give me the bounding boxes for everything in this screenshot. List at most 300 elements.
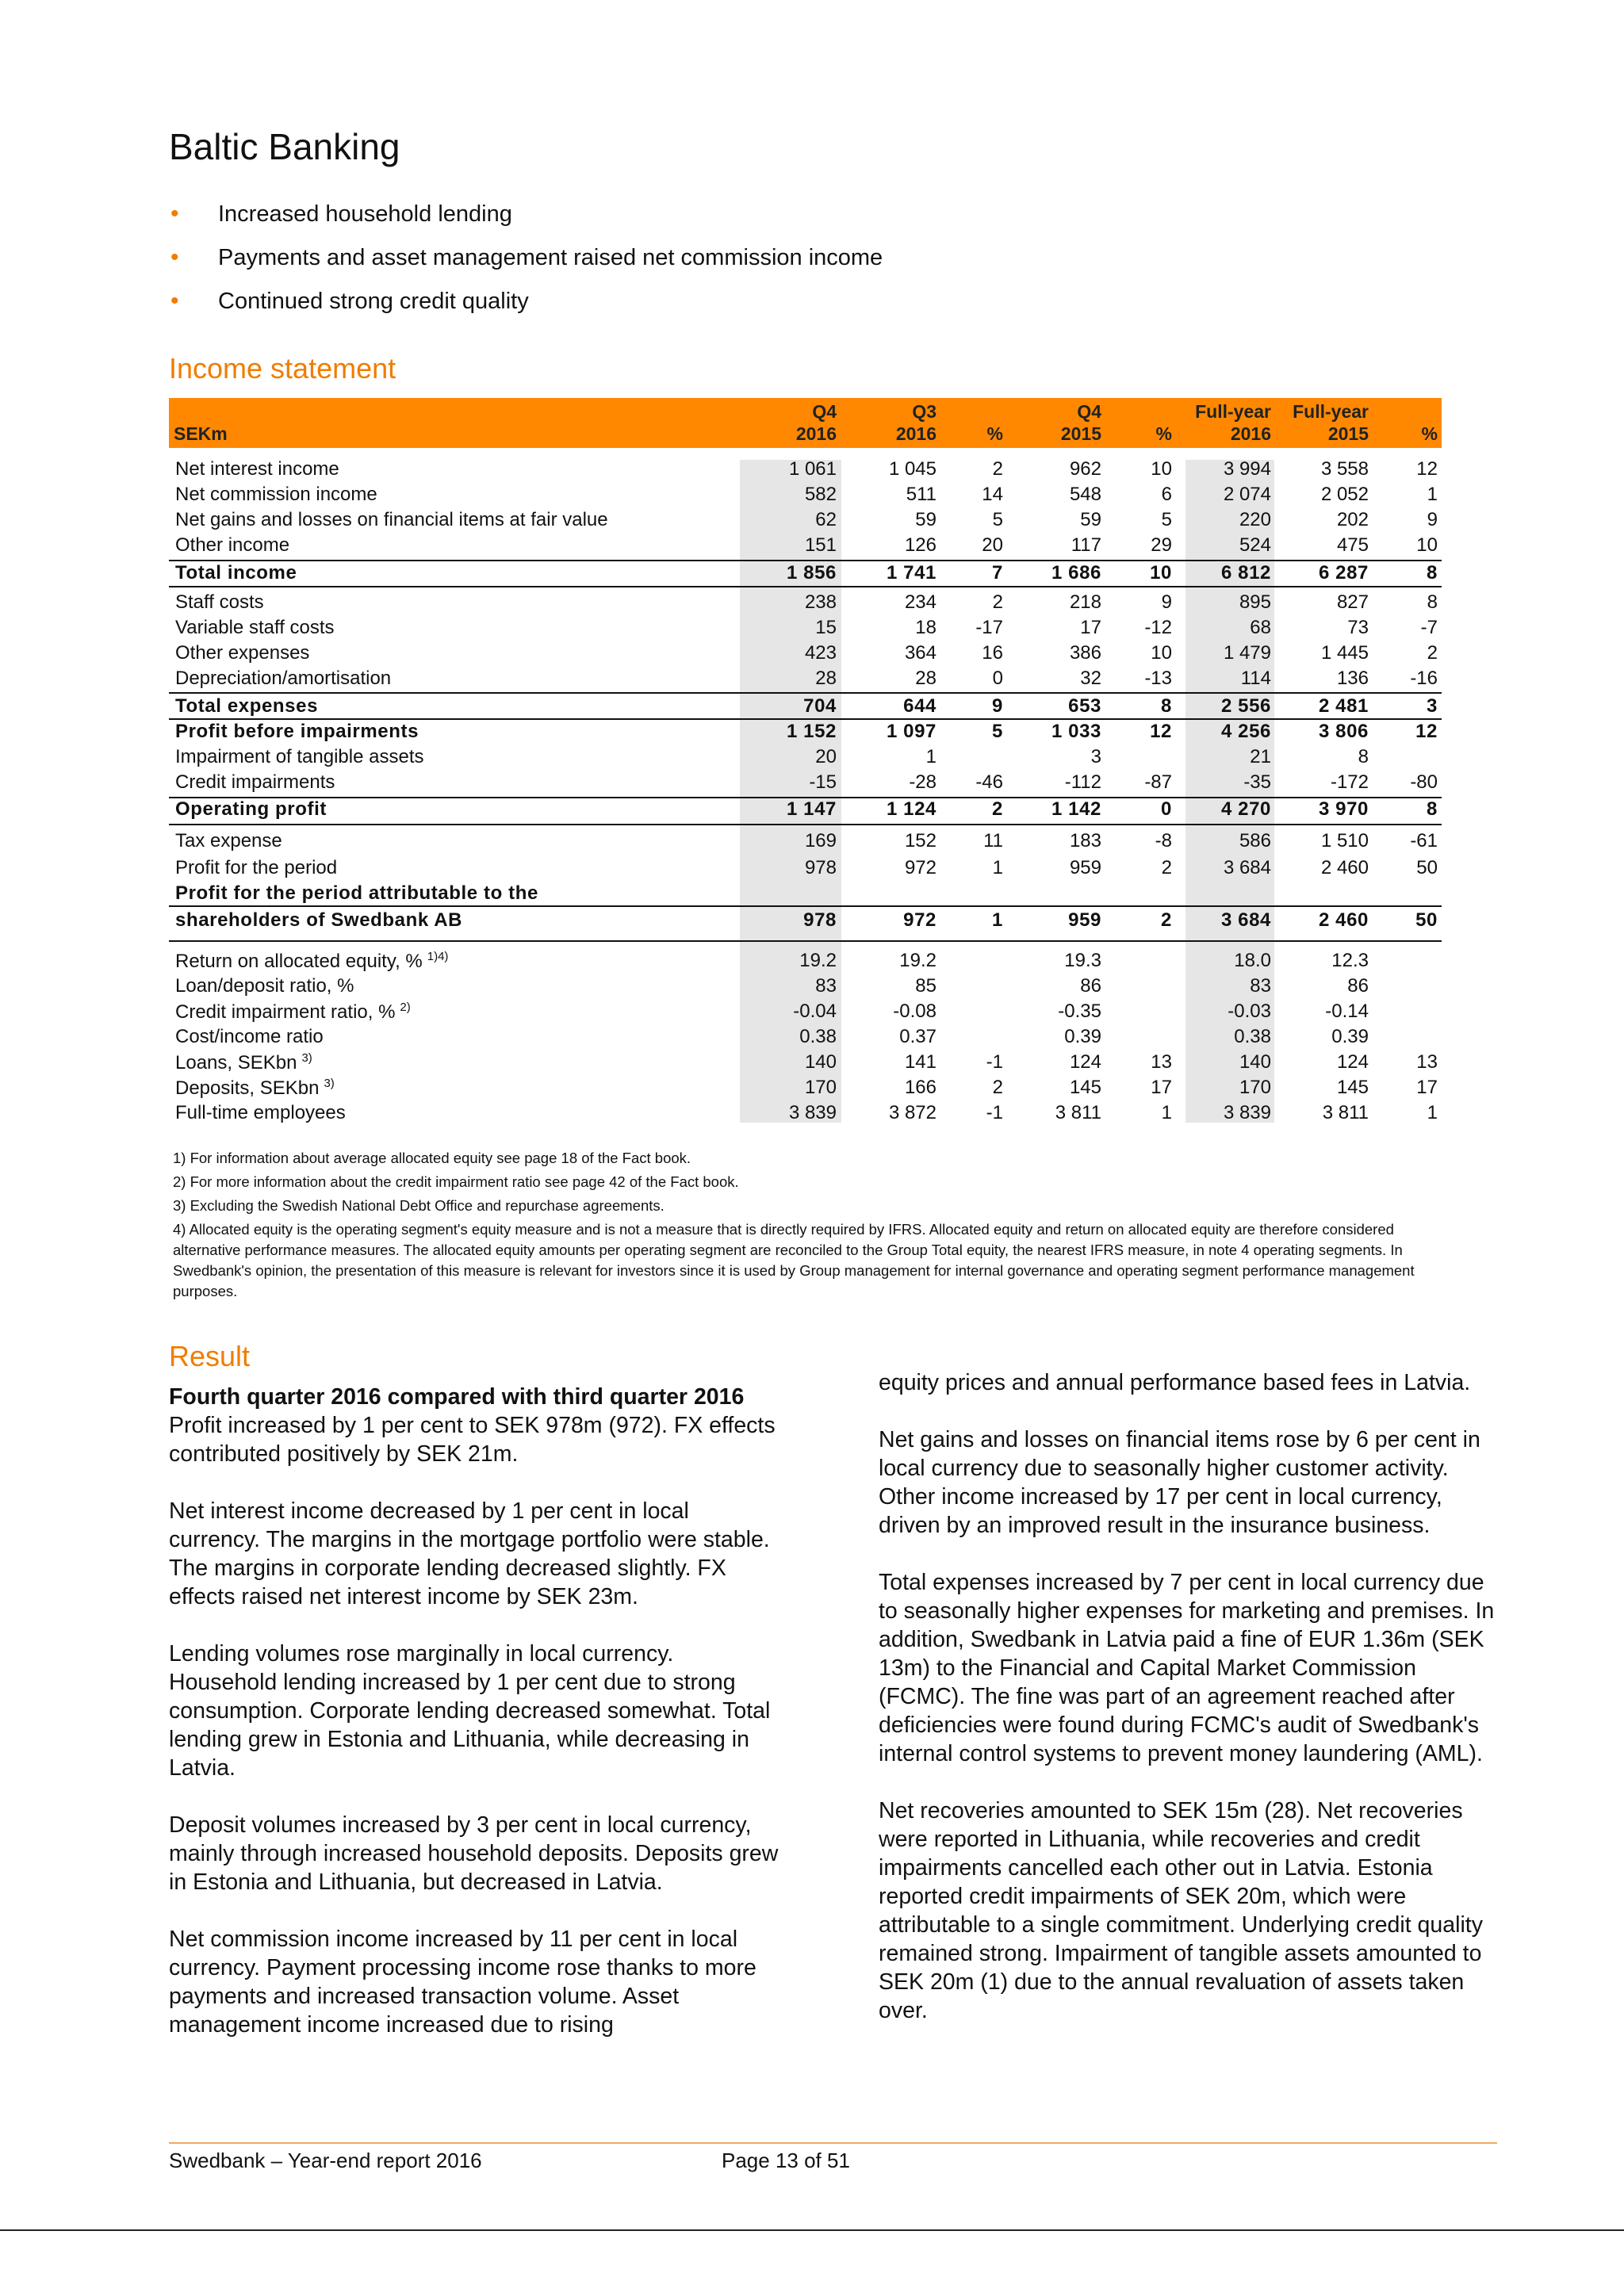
table-cell: 3 994: [1223, 458, 1271, 480]
table-cell: 1 445: [1320, 642, 1369, 664]
table-row: [169, 1077, 1442, 1100]
table-row: [169, 695, 1442, 719]
footnotes: [173, 1148, 1434, 1305]
bottom-rule: [0, 2229, 1624, 2231]
table-rule: [169, 905, 1442, 907]
row-label-text: Total expenses: [175, 695, 319, 717]
table-cell: 17: [1080, 617, 1101, 638]
bullet-icon: •: [170, 288, 179, 314]
table-cell: 827: [1336, 591, 1369, 613]
row-label-text: Variable staff costs: [175, 617, 335, 638]
table-cell: 4 256: [1220, 721, 1271, 742]
table-row: [169, 857, 1442, 881]
table-cell: -80: [1410, 771, 1438, 793]
row-label: [175, 746, 424, 768]
table-cell: 548: [1069, 484, 1101, 505]
table-cell: 1: [992, 909, 1003, 931]
table-row: [169, 668, 1442, 691]
row-label: [175, 721, 419, 743]
table-cell: 972: [904, 857, 936, 878]
table-cell: 2: [992, 798, 1003, 820]
header-cell: 2015: [1327, 423, 1369, 444]
row-label: [175, 975, 354, 997]
table-cell: -1: [986, 1102, 1003, 1123]
table-row: [169, 1102, 1442, 1126]
row-label-text: Loans, SEKbn: [175, 1052, 297, 1073]
table-cell: -13: [1144, 668, 1172, 689]
row-label-text: Other expenses: [175, 642, 310, 664]
row-label-text: Net commission income: [175, 484, 377, 505]
table-cell: 3 970: [1318, 798, 1369, 820]
table-cell: 3 811: [1055, 1102, 1101, 1123]
table-cell: 524: [1239, 534, 1271, 556]
table-rule: [169, 718, 1442, 720]
table-cell: 1 686: [1051, 562, 1101, 584]
table-cell: 21: [1250, 746, 1271, 767]
table-cell: 2 556: [1220, 695, 1271, 717]
table-cell: 59: [915, 509, 936, 530]
table-cell: 8: [1427, 798, 1438, 820]
table-cell: 151: [804, 534, 837, 556]
table-cell: 1: [992, 857, 1003, 878]
table-cell: 978: [803, 909, 837, 931]
row-label: [175, 642, 309, 664]
table-cell: 3: [1090, 746, 1101, 767]
table-cell: -172: [1330, 771, 1369, 793]
row-label-text: Credit impairments: [175, 771, 335, 793]
table-cell: 83: [815, 975, 837, 997]
header-cell: 2015: [1060, 423, 1101, 444]
table-cell: 29: [1151, 534, 1172, 556]
result-paragraph: Net recoveries amounted to SEK 15m (28). Net recoveries were reported in Lithuania, while recoveries and credit impairments cancelled each other out in Latvia. Estonia reported credit impairments of SEK 20m, which were attributable to a single commitment. Underlying credit quality remained strong. Impairment of tangible assets amounted to SEK 20m (1) due to the annual revaluation of assets taken over.: [879, 1798, 1483, 2023]
table-rule: [169, 692, 1442, 694]
table-cell: 10: [1151, 458, 1172, 480]
result-paragraph: equity prices and annual performance based fees in Latvia.: [879, 1370, 1471, 1395]
table-cell: 3: [1427, 695, 1438, 717]
row-label-continued: shareholders of Swedbank AB: [175, 909, 463, 931]
table-rule: [169, 586, 1442, 587]
row-label: [175, 591, 264, 614]
result-paragraph: Lending volumes rose marginally in local currency. Household lending increased by 1 per cent due to strong consumption. Corporate lending decreased somewhat. Total lending grew in Estonia and Lithuania, while decreasing in Latvia.: [169, 1641, 771, 1781]
table-cell: 12: [1415, 721, 1438, 742]
table-cell: 10: [1151, 642, 1172, 664]
table-cell: 3 811: [1322, 1102, 1369, 1123]
table-cell: -46: [975, 771, 1003, 793]
bullet-text: Continued strong credit quality: [218, 289, 529, 314]
table-cell: 20: [982, 534, 1003, 556]
row-label-text: Full-time employees: [175, 1102, 346, 1123]
row-label-text: Cost/income ratio: [175, 1026, 324, 1047]
table-cell: 59: [1080, 509, 1101, 530]
header-cell: 2016: [1230, 423, 1271, 444]
table-cell: 1 097: [886, 721, 936, 742]
table-cell: -1: [986, 1051, 1003, 1073]
table-cell: 0.39: [1331, 1026, 1369, 1047]
table-rule: [169, 797, 1442, 798]
table-cell: 85: [915, 975, 936, 997]
row-label-text: Net gains and losses on financial items at fair value: [175, 509, 608, 530]
table-cell: 895: [1239, 591, 1271, 613]
table-cell: 1: [1161, 1102, 1172, 1123]
table-cell: 8: [1427, 562, 1438, 584]
footnote-ref: 3): [301, 1051, 312, 1065]
table-row: [169, 975, 1442, 999]
table-cell: 959: [1069, 857, 1101, 878]
table-cell: 386: [1069, 642, 1101, 664]
table-cell: 13: [1416, 1051, 1438, 1073]
result-paragraph: Net gains and losses on financial items rose by 6 per cent in local currency due to seasonally higher customer activity. Other income increased by 17 per cent in local currency, driven by an improved result in the insurance business.: [879, 1427, 1480, 1538]
table-cell: 0.39: [1064, 1026, 1101, 1047]
table-cell: 2 481: [1318, 695, 1369, 717]
result-paragraph: Total expenses increased by 7 per cent in local currency due to seasonally higher expenses for marketing and premises. In addition, Swedbank in Latvia paid a fine of EUR 1.36m (SEK 13m) to the Financial and Capital Market Commission (FCMC). The fine was part of an agreement reached after deficiencies were found during FCMC's audit of Swedbank's internal control systems to prevent money laundering (AML).: [879, 1570, 1495, 1766]
page-title: Baltic Banking: [169, 126, 400, 167]
table-cell: 2: [1427, 642, 1438, 664]
table-cell: 10: [1150, 562, 1172, 584]
table-cell: 9: [1161, 591, 1172, 613]
table-cell: -112: [1064, 771, 1101, 793]
table-cell: 14: [982, 484, 1003, 505]
table-cell: 1: [925, 746, 936, 767]
row-label-text: Net interest income: [175, 458, 339, 480]
table-cell: 0: [1161, 798, 1172, 820]
table-cell: 2: [992, 591, 1003, 613]
table-cell: -87: [1144, 771, 1172, 793]
table-cell: 50: [1416, 857, 1438, 878]
table-cell: 1 479: [1223, 642, 1271, 664]
row-label-text: Other income: [175, 534, 290, 556]
table-cell: 2 074: [1223, 484, 1271, 505]
footnote: 4) Allocated equity is the operating segment's equity measure and is not a measure that is directly required by IFRS. Allocated equity and return on allocated equity are therefore considered alternative performance measures. The allocated equity amounts per operating segment are reconciled to the Group Total equity, the nearest IFRS measure, in note 4 operating segments. In Swedbank's opinion, the presentation of this measure is relevant for investors since it is used by Group management for internal governance and operating segment performance management purposes.: [173, 1221, 1415, 1299]
table-cell: 5: [992, 721, 1003, 742]
table-cell: 8: [1161, 695, 1172, 717]
result-right-column: [879, 1368, 1497, 2053]
table-cell: 136: [1336, 668, 1369, 689]
row-label: [175, 771, 335, 794]
table-cell: 1: [1427, 484, 1438, 505]
row-label: [175, 509, 608, 531]
table-cell: 10: [1416, 534, 1438, 556]
table-row: [169, 830, 1442, 854]
table-cell: -28: [909, 771, 936, 793]
table-cell: 3 684: [1220, 909, 1271, 931]
bullet-icon: •: [170, 201, 179, 227]
table-cell: 183: [1069, 830, 1101, 851]
footnote-ref: 1)4): [427, 950, 449, 963]
table-cell: 141: [904, 1051, 936, 1073]
table-cell: 126: [904, 534, 936, 556]
table-cell: 218: [1069, 591, 1101, 613]
footer-title: Swedbank – Year-end report 2016: [169, 2149, 482, 2172]
table-cell: 234: [904, 591, 936, 613]
table-cell: 5: [992, 509, 1003, 530]
table-cell: 12.3: [1331, 950, 1369, 971]
table-cell: 19.3: [1064, 950, 1101, 971]
row-label-text: Deposits, SEKbn: [175, 1077, 320, 1099]
table-cell: 140: [804, 1051, 837, 1073]
list-item: [169, 198, 883, 242]
result-subheading: Fourth quarter 2016 compared with third quarter 2016: [169, 1384, 745, 1410]
table-cell: 978: [804, 857, 837, 878]
row-label-text: Profit for the period attributable to the: [175, 882, 538, 904]
header-cell: 2016: [795, 423, 837, 444]
table-cell: 1 856: [786, 562, 837, 584]
header-cell: Q4: [1077, 401, 1101, 422]
table-cell: 3 872: [888, 1102, 936, 1123]
result-heading: Result: [169, 1340, 251, 1372]
table-cell: 152: [904, 830, 936, 851]
result-paragraph: Net commission income increased by 11 per cent in local currency. Payment processing income rose thanks to more payments and increased transaction volume. Asset management income increased due to rising: [169, 1927, 756, 2038]
header-cell: %: [1421, 423, 1438, 444]
table-cell: 972: [903, 909, 936, 931]
row-label-text: Credit impairment ratio, %: [175, 1001, 396, 1023]
table-cell: 511: [906, 484, 936, 505]
table-cell: 653: [1068, 695, 1101, 717]
row-label: [175, 1102, 346, 1124]
table-cell: 6 287: [1318, 562, 1369, 584]
table-cell: 145: [1069, 1077, 1101, 1098]
table-cell: -61: [1410, 830, 1438, 851]
table-cell: 86: [1080, 975, 1101, 997]
table-cell: 2: [992, 458, 1003, 480]
row-label-text: Impairment of tangible assets: [175, 746, 424, 767]
table-cell: 73: [1347, 617, 1369, 638]
header-cell: %: [1155, 423, 1172, 444]
table-row: [169, 534, 1442, 558]
table-cell: 9: [1427, 509, 1438, 530]
table-cell: 3 684: [1223, 857, 1271, 878]
table-row: [169, 882, 1442, 931]
table-cell: 364: [904, 642, 936, 664]
table-row: [169, 798, 1442, 822]
table-cell: 8: [1427, 591, 1438, 613]
table-cell: 202: [1336, 509, 1369, 530]
table-cell: 1 033: [1051, 721, 1101, 742]
income-statement-heading: Income statement: [169, 352, 396, 385]
list-item: [169, 285, 883, 329]
table-row: [169, 721, 1442, 744]
table-cell: 3 839: [788, 1102, 837, 1123]
table-cell: 582: [804, 484, 837, 505]
header-cell: Q4: [812, 401, 837, 422]
table-cell: 62: [815, 509, 837, 530]
table-cell: 1 510: [1320, 830, 1369, 851]
row-label: [175, 484, 377, 506]
table-cell: 18: [915, 617, 936, 638]
bullet-icon: •: [170, 244, 179, 270]
table-cell: 475: [1336, 534, 1369, 556]
row-label-text: Operating profit: [175, 798, 327, 820]
row-label: [175, 1077, 335, 1100]
result-left-column: [169, 1383, 783, 2068]
table-cell: 423: [804, 642, 837, 664]
table-cell: 17: [1416, 1077, 1438, 1098]
table-cell: 28: [915, 668, 936, 689]
table-cell: 83: [1250, 975, 1271, 997]
table-cell: 9: [992, 695, 1003, 717]
row-label: [175, 695, 318, 718]
table-cell: -16: [1410, 668, 1438, 689]
table-cell: 6: [1161, 484, 1172, 505]
table-cell: 0.38: [799, 1026, 837, 1047]
table-row: [169, 746, 1442, 770]
result-paragraph: Deposit volumes increased by 3 per cent in local currency, mainly through increased household deposits. Deposits grew in Estonia and Lithuania, but decreased in Latvia.: [169, 1812, 779, 1895]
row-label-text: Total income: [175, 562, 297, 584]
table-cell: 117: [1071, 534, 1101, 556]
table-cell: 0: [992, 668, 1003, 689]
table-cell: 3 839: [1223, 1102, 1271, 1123]
table-cell: 68: [1250, 617, 1271, 638]
table-cell: 1 152: [786, 721, 837, 742]
list-item: [169, 242, 883, 285]
table-cell: 169: [804, 830, 837, 851]
row-label-text: Return on allocated equity, %: [175, 951, 423, 972]
table-cell: 238: [804, 591, 837, 613]
table-cell: -12: [1144, 617, 1172, 638]
row-label-text: Profit before impairments: [175, 721, 419, 742]
table-cell: -7: [1420, 617, 1438, 638]
table-row: [169, 562, 1442, 586]
table-row: [169, 642, 1442, 666]
table-row: [169, 1001, 1442, 1024]
footnote-ref: 3): [324, 1077, 335, 1090]
footer-divider: [169, 2142, 1497, 2144]
header-cell: Q3: [912, 401, 936, 422]
table-cell: -35: [1243, 771, 1271, 793]
table-rule: [169, 824, 1442, 825]
bullet-text: Increased household lending: [218, 201, 512, 227]
row-label: [175, 1026, 324, 1048]
result-paragraph: Net interest income decreased by 1 per cent in local currency. The margins in the mortgage portfolio were stable. The margins in corporate lending decreased slightly. FX effects raised net interest income by SEK 23m.: [169, 1498, 770, 1609]
income-statement-table: [169, 398, 1442, 1123]
table-cell: 8: [1358, 746, 1369, 767]
table-row: [169, 617, 1442, 641]
table-cell: 1: [1427, 1102, 1438, 1123]
table-cell: 140: [1239, 1051, 1271, 1073]
table-header: [169, 398, 1442, 448]
table-row: [169, 1051, 1442, 1075]
table-rule: [169, 560, 1442, 561]
table-cell: 11: [983, 830, 1003, 851]
table-cell: 28: [815, 668, 837, 689]
table-cell: 7: [992, 562, 1003, 584]
table-row: [169, 1026, 1442, 1050]
table-cell: 20: [815, 746, 837, 767]
row-label-text: Depreciation/amortisation: [175, 668, 392, 689]
table-cell: 15: [815, 617, 837, 638]
row-label: [175, 617, 335, 639]
footnote-ref: 2): [400, 1001, 411, 1014]
table-cell: 2: [1161, 857, 1172, 878]
table-cell: 13: [1151, 1051, 1172, 1073]
row-label: [175, 562, 297, 584]
table-cell: 12: [1416, 458, 1438, 480]
table-cell: 3 806: [1318, 721, 1369, 742]
table-cell: 962: [1069, 458, 1101, 480]
row-label: [175, 1051, 312, 1074]
row-label: [175, 857, 337, 879]
table-cell: 6 812: [1220, 562, 1271, 584]
table-cell: 1 124: [886, 798, 936, 820]
table-cell: 644: [903, 695, 936, 717]
table-cell: 18.0: [1234, 950, 1271, 971]
result-paragraph: Profit increased by 1 per cent to SEK 978m (972). FX effects contributed positively by SEK 21m.: [169, 1413, 776, 1467]
table-cell: 114: [1240, 668, 1271, 689]
table-cell: 2 052: [1320, 484, 1369, 505]
table-cell: 19.2: [799, 950, 837, 971]
row-label: [175, 950, 448, 973]
footnote: 1) For information about average allocated equity see page 18 of the Fact book.: [173, 1150, 691, 1166]
highlights-list: [169, 198, 883, 329]
bullet-text: Payments and asset management raised net commission income: [218, 245, 883, 270]
row-label: [175, 798, 327, 821]
row-label-text: Tax expense: [175, 830, 282, 851]
table-cell: 0.37: [899, 1026, 936, 1047]
table-cell: 1 142: [1051, 798, 1101, 820]
table-cell: 50: [1415, 909, 1438, 931]
row-label: [175, 1001, 411, 1024]
table-cell: -0.03: [1228, 1001, 1271, 1022]
row-label-text: Loan/deposit ratio, %: [175, 975, 354, 997]
table-cell: 5: [1161, 509, 1172, 530]
table-cell: 2 460: [1318, 909, 1369, 931]
table-cell: -0.14: [1325, 1001, 1369, 1022]
row-label: [175, 668, 391, 690]
table-cell: 145: [1336, 1077, 1369, 1098]
table-row: [169, 509, 1442, 533]
row-label-text: Profit for the period: [175, 857, 338, 878]
row-label: [175, 830, 282, 852]
table-cell: 86: [1347, 975, 1369, 997]
table-cell: -15: [809, 771, 837, 793]
table-cell: 19.2: [899, 950, 936, 971]
row-label: [175, 534, 289, 557]
table-row: [169, 484, 1442, 507]
table-cell: 2: [1161, 909, 1172, 931]
table-cell: 4 270: [1220, 798, 1271, 820]
table-cell: 220: [1239, 509, 1271, 530]
table-cell: -0.04: [793, 1001, 837, 1022]
table-cell: 1 045: [888, 458, 936, 480]
table-cell: -0.08: [893, 1001, 936, 1022]
header-cell: 2016: [895, 423, 936, 444]
table-cell: 17: [1151, 1077, 1172, 1098]
table-row: [169, 950, 1442, 974]
table-row: [169, 458, 1442, 482]
table-cell: 3 558: [1320, 458, 1369, 480]
header-cell: Full-year: [1293, 401, 1369, 422]
table-cell: 704: [803, 695, 837, 717]
table-cell: 1 061: [788, 458, 837, 480]
table-cell: 12: [1150, 721, 1172, 742]
table-cell: -0.35: [1058, 1001, 1101, 1022]
table-cell: 124: [1069, 1051, 1101, 1073]
header-unit-label: SEKm: [174, 423, 228, 444]
table-cell: 2 460: [1320, 857, 1369, 878]
table-row: [169, 771, 1442, 795]
table-cell: 32: [1080, 668, 1101, 689]
row-label: [175, 882, 538, 905]
row-label: [175, 458, 339, 480]
table-cell: -8: [1155, 830, 1172, 851]
row-label-text: Staff costs: [175, 591, 264, 613]
table-cell: 166: [904, 1077, 936, 1098]
table-cell: 1 741: [886, 562, 936, 584]
table-cell: 0.38: [1234, 1026, 1271, 1047]
table-cell: 170: [804, 1077, 837, 1098]
table-cell: 1 147: [786, 798, 837, 820]
table-rule: [169, 940, 1442, 942]
table-cell: 959: [1068, 909, 1101, 931]
